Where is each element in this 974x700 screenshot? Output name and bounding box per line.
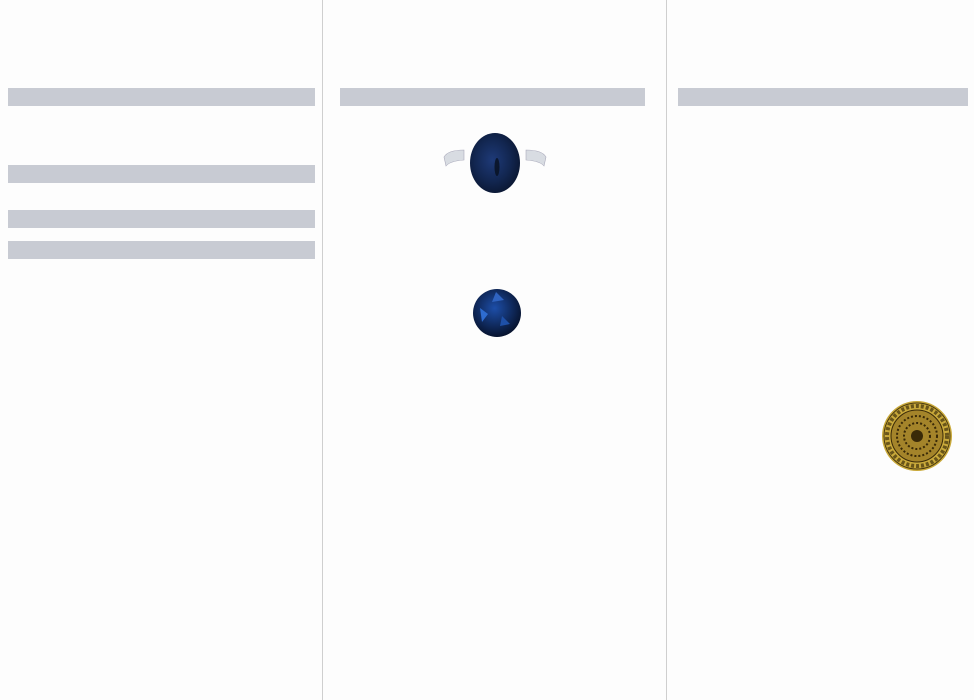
left-panel [0,0,322,700]
report-summary [8,88,315,273]
main-gem-header [8,241,315,259]
barcode [726,44,931,64]
qr-code-icon[interactable] [688,597,738,652]
gwlab-seal-icon [881,400,953,477]
report-date [8,88,315,106]
mounting-header [8,210,315,228]
middle-panel [322,0,666,700]
right-panel [666,0,974,700]
additional-gems-section [678,88,968,118]
field-label [8,136,158,153]
field-label [8,119,158,136]
gemewizard-color-chart [322,0,666,560]
report-number-row [8,119,315,136]
description-header [8,165,315,183]
additional-gems-header [678,88,968,106]
total-weight-row [8,136,315,153]
